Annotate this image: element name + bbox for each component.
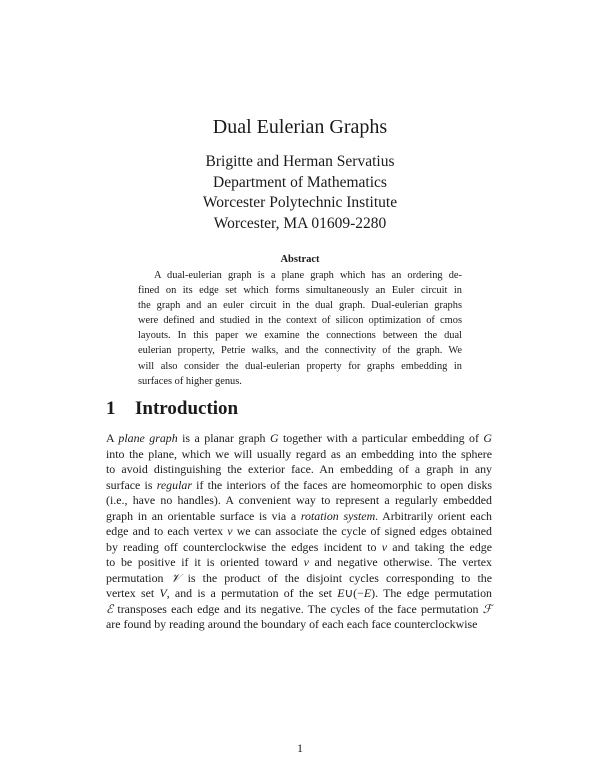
abstract-line: were defined and studied in the context of silicon optimization of cmos xyxy=(138,315,462,327)
abstract-line: layouts. In this paper we examine the connections between the dual xyxy=(138,330,462,342)
section-number: 1 xyxy=(106,398,116,419)
page-number: 1 xyxy=(297,741,303,755)
paper-title: Dual Eulerian Graphs xyxy=(212,116,388,138)
abstract-heading: Abstract xyxy=(280,254,320,265)
body-line: vertex set V, and is a permutation of the set E∪(−E). The edge permutation xyxy=(106,586,492,600)
author-address: Worcester, MA 01609-2280 xyxy=(213,214,387,232)
abstract-line: fined on its edge set which forms simultaneously an Euler circuit in xyxy=(138,285,462,297)
section-heading xyxy=(106,398,238,420)
body-line: permutation 𝒱 is the product of the disjoint cycles corresponding to the xyxy=(106,570,492,585)
author-department: Department of Mathematics xyxy=(213,173,387,191)
abstract-line: A dual-eulerian graph is a plane graph which has an ordering de- xyxy=(154,270,462,281)
body-line: to be positive if it is oriented toward v and negative otherwise. The vertex xyxy=(106,555,492,569)
abstract-line: eulerian property, Petrie walks, and the connectivity of the graph. We xyxy=(138,345,462,357)
author-block xyxy=(0,152,600,234)
abstract-line: will also consider the dual-eulerian property for graphs embedding in xyxy=(138,360,462,372)
body-line: into the plane, which we will usually regard as an embedding into the sphere xyxy=(106,446,492,461)
section-title: Introduction xyxy=(135,398,239,419)
body-line: to avoid distinguishing the exterior face. An embedding of a graph in any xyxy=(106,462,492,476)
introduction-body xyxy=(106,431,492,633)
body-line: edge and to each vertex v we can associate the cycle of signed edges obtained xyxy=(106,524,492,538)
abstract-line: the graph and an euler circuit in the dual graph. Dual-eulerian graphs xyxy=(138,300,462,312)
author-names: Brigitte and Herman Servatius xyxy=(205,153,395,170)
author-institution: Worcester Polytechnic Institute xyxy=(202,194,398,211)
body-line: (i.e., have no handles). A convenient way to represent a regularly embedded xyxy=(106,493,492,507)
body-line: are found by reading around the boundary of each each face counterclockwise xyxy=(106,617,478,631)
body-line: graph in an orientable surface is via a rotation system. Arbitrarily orient each xyxy=(106,508,492,523)
body-line: ℰ transposes each edge and its negative. The cycles of the face permutation ℱ xyxy=(106,601,492,616)
body-line: A plane graph is a planar graph G together with a particular embedding of G xyxy=(106,431,492,445)
body-line: surface is regular if the interiors of the faces are homeomorphic to open disks xyxy=(106,477,493,492)
body-line: by reading off counterclockwise the edges incident to v and taking the edge xyxy=(106,539,492,554)
abstract-body xyxy=(138,268,462,389)
abstract-line: surfaces of higher genus. xyxy=(138,375,242,387)
